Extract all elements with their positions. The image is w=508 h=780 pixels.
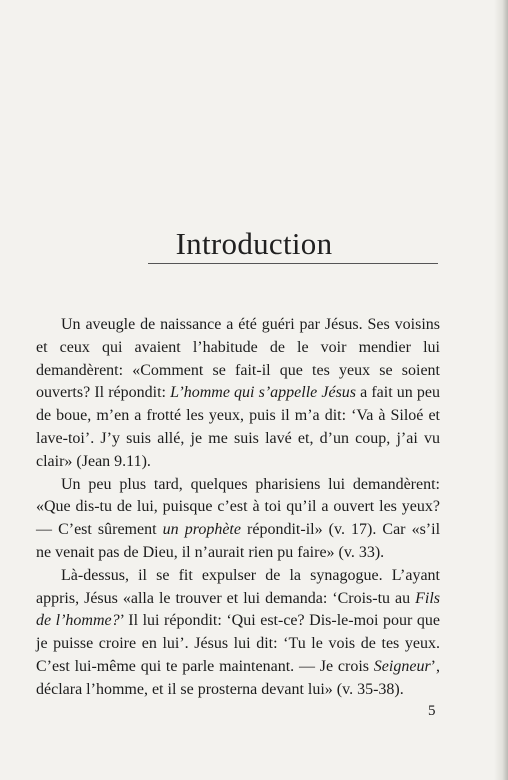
title-underline [148, 263, 438, 264]
text-run: a fait un peu de boue, m’en a frotté les yeux, puis il m’a dit: ‘Va à Siloé et lave-toi’. J’y suis allé, je me suis lavé et, d’un coup, j’ai vu clair» (Jean 9.11). [36, 384, 441, 470]
italic-phrase: Fils de l’homme? [36, 589, 440, 630]
italic-phrase: L’homme qui s’appelle Jésus [170, 384, 357, 402]
text-run: ’ Il lui répondit: ‘Qui est-ce? Dis-le-moi pour que je puisse croire en lui’. Jésus lui dit: ‘Tu le vois de tes yeux. C’est lui-même qui te parle maintenant. — Je crois [36, 612, 440, 675]
text-run: Un peu plus tard, quelques pharisiens lui demandèrent: «Que dis-tu de lui, puisque c’est à toi qu’il a ouvert les yeux? — C’est sûrement [36, 475, 440, 539]
page-edge-shadow [494, 0, 508, 780]
paragraph-2 [36, 474, 440, 565]
body-text [36, 314, 440, 702]
italic-phrase: Seigneur [373, 657, 431, 675]
paragraph-1 [36, 314, 440, 474]
italic-phrase: un prophète [162, 521, 241, 539]
text-run: répondit-il» (v. 17). Car «s’il ne venait pas de Dieu, il n’aurait rien pu faire» (v. 33). [36, 521, 441, 561]
text-run: Là-dessus, il se fit expulser de la synagogue. L’ayant appris, Jésus «alla le trouver et lui demanda: ‘Crois-tu au [36, 566, 440, 607]
page-number: 5 [428, 703, 436, 719]
text-run: Un aveugle de naissance a été guéri par Jésus. Ses voisins et ceux qui avaient l’habitude de le voir mendier lui demandèrent: «Comment se fait-il que tes yeux se soient ouverts? Il répondit: [36, 316, 440, 402]
text-run: ’, déclara l’homme, et il se prosterna devant lui» (v. 35-38). [36, 657, 440, 698]
paragraph-3 [36, 565, 440, 702]
chapter-title: Introduction [175, 226, 333, 261]
